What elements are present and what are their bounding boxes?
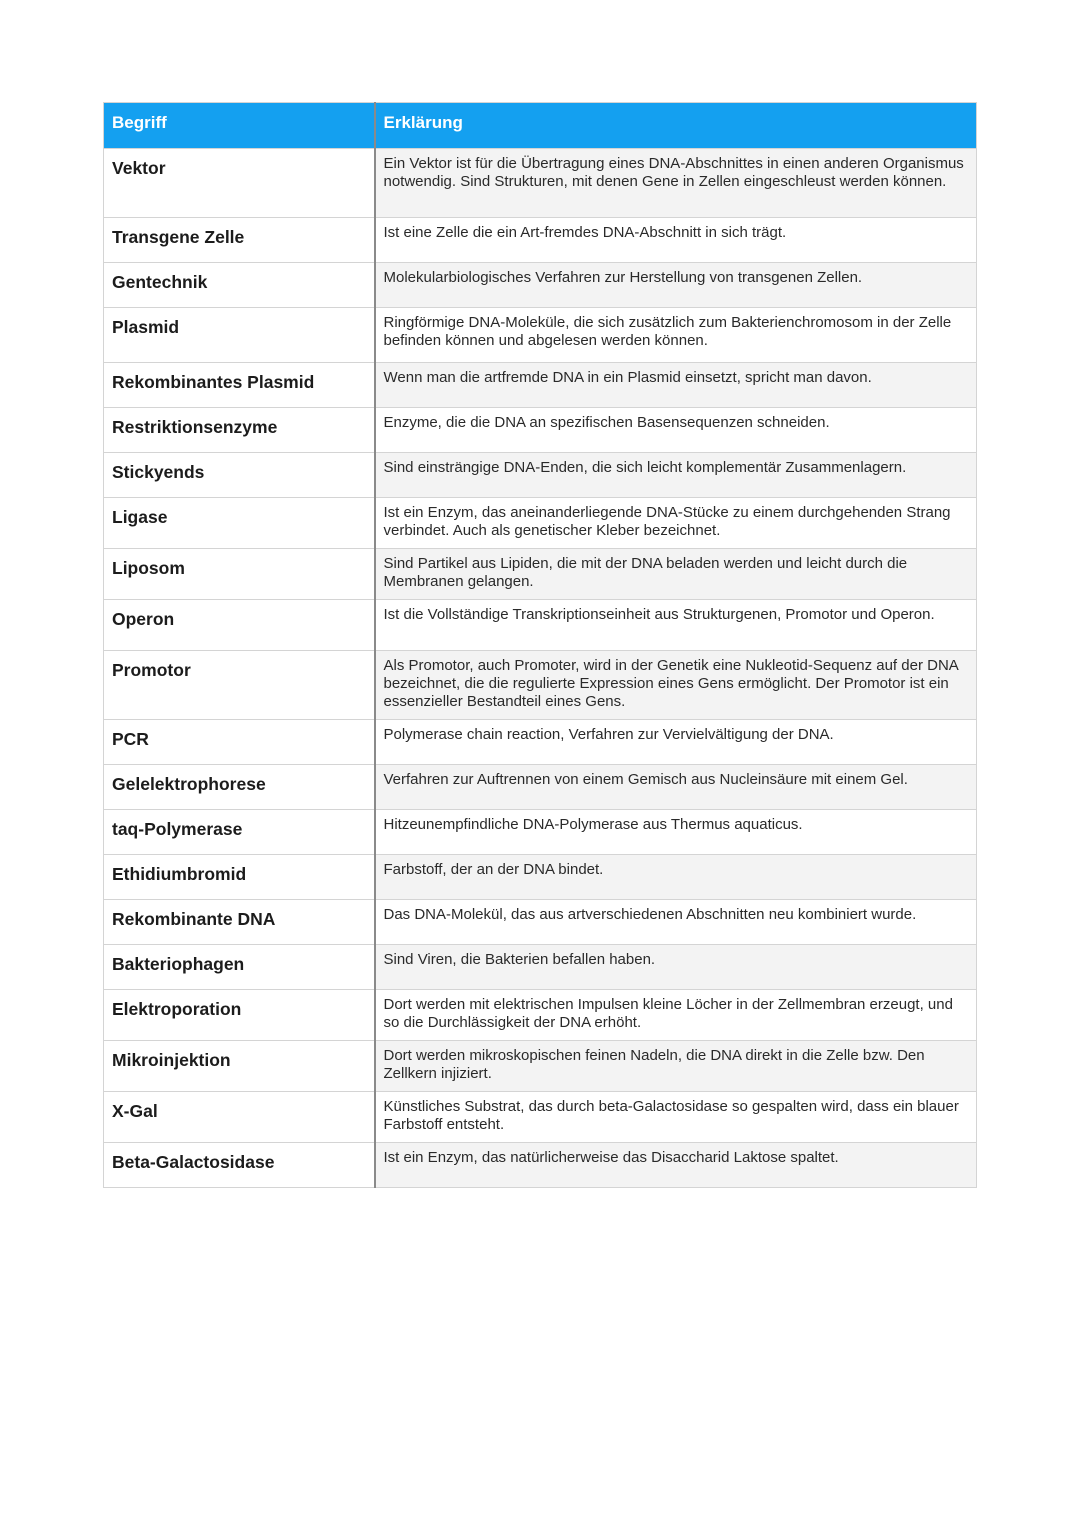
term-cell: Plasmid: [104, 308, 375, 363]
explanation-cell: Ringförmige DNA-Moleküle, die sich zusätzlich zum Bakterienchromosom in der Zelle befinden können und abgelesen werden können.: [375, 308, 977, 363]
table-row: [104, 900, 977, 945]
table-row: [104, 810, 977, 855]
term-cell: Restriktionsenzyme: [104, 408, 375, 453]
explanation-cell: Molekularbiologisches Verfahren zur Herstellung von transgenen Zellen.: [375, 263, 977, 308]
table-row: [104, 149, 977, 218]
term-cell: Vektor: [104, 149, 375, 218]
explanation-cell: Sind Viren, die Bakterien befallen haben.: [375, 945, 977, 990]
table-row: [104, 363, 977, 408]
term-cell: Beta-Galactosidase: [104, 1143, 375, 1188]
table-row: [104, 408, 977, 453]
table-row: [104, 263, 977, 308]
table-row: [104, 600, 977, 651]
term-cell: Ethidiumbromid: [104, 855, 375, 900]
glossary-table: [103, 102, 977, 1188]
table-row: [104, 453, 977, 498]
explanation-cell: Ist ein Enzym, das aneinanderliegende DNA-Stücke zu einem durchgehenden Strang verbindet. Auch als genetischer Kleber bezeichnet.: [375, 498, 977, 549]
term-cell: Elektroporation: [104, 990, 375, 1041]
term-cell: PCR: [104, 720, 375, 765]
explanation-cell: Sind einsträngige DNA-Enden, die sich leicht komplementär Zusammenlagern.: [375, 453, 977, 498]
header-term: Begriff: [104, 103, 375, 149]
explanation-cell: Sind Partikel aus Lipiden, die mit der DNA beladen werden und leicht durch die Membranen gelangen.: [375, 549, 977, 600]
term-cell: Stickyends: [104, 453, 375, 498]
explanation-cell: Hitzeunempfindliche DNA-Polymerase aus Thermus aquaticus.: [375, 810, 977, 855]
table-header-row: [104, 103, 977, 149]
explanation-cell: Als Promotor, auch Promoter, wird in der Genetik eine Nukleotid-Sequenz auf der DNA bezeichnet, die die regulierte Expression eines Gens ermöglicht. Der Promotor ist ein essenzieller Bestandteil eines Gens.: [375, 651, 977, 720]
explanation-cell: Dort werden mit elektrischen Impulsen kleine Löcher in der Zellmembran erzeugt, und so die Durchlässigkeit der DNA erhöht.: [375, 990, 977, 1041]
term-cell: X-Gal: [104, 1092, 375, 1143]
term-cell: Promotor: [104, 651, 375, 720]
explanation-cell: Dort werden mikroskopischen feinen Nadeln, die DNA direkt in die Zelle bzw. Den Zellkern injiziert.: [375, 1041, 977, 1092]
term-cell: Liposom: [104, 549, 375, 600]
term-cell: Mikroinjektion: [104, 1041, 375, 1092]
explanation-cell: Farbstoff, der an der DNA bindet.: [375, 855, 977, 900]
explanation-cell: Ist ein Enzym, das natürlicherweise das Disaccharid Laktose spaltet.: [375, 1143, 977, 1188]
header-explanation: Erklärung: [375, 103, 977, 149]
table-row: [104, 945, 977, 990]
table-row: [104, 1143, 977, 1188]
table-row: [104, 1041, 977, 1092]
explanation-cell: Ist die Vollständige Transkriptionseinheit aus Strukturgenen, Promotor und Operon.: [375, 600, 977, 651]
table-row: [104, 720, 977, 765]
table-row: [104, 855, 977, 900]
term-cell: Bakteriophagen: [104, 945, 375, 990]
table-row: [104, 990, 977, 1041]
table-row: [104, 308, 977, 363]
explanation-cell: Polymerase chain reaction, Verfahren zur Vervielvältigung der DNA.: [375, 720, 977, 765]
table-row: [104, 218, 977, 263]
explanation-cell: Verfahren zur Auftrennen von einem Gemisch aus Nucleinsäure mit einem Gel.: [375, 765, 977, 810]
table-row: [104, 498, 977, 549]
explanation-cell: Ist eine Zelle die ein Art-fremdes DNA-Abschnitt in sich trägt.: [375, 218, 977, 263]
term-cell: Gentechnik: [104, 263, 375, 308]
explanation-cell: Wenn man die artfremde DNA in ein Plasmid einsetzt, spricht man davon.: [375, 363, 977, 408]
term-cell: Gelelektrophorese: [104, 765, 375, 810]
explanation-cell: Ein Vektor ist für die Übertragung eines DNA-Abschnittes in einen anderen Organismus notwendig. Sind Strukturen, mit denen Gene in Zellen eingeschleust werden können.: [375, 149, 977, 218]
explanation-cell: Das DNA-Molekül, das aus artverschiedenen Abschnitten neu kombiniert wurde.: [375, 900, 977, 945]
term-cell: Rekombinante DNA: [104, 900, 375, 945]
term-cell: Operon: [104, 600, 375, 651]
table-row: [104, 549, 977, 600]
table-row: [104, 765, 977, 810]
term-cell: Transgene Zelle: [104, 218, 375, 263]
explanation-cell: Künstliches Substrat, das durch beta-Galactosidase so gespalten wird, dass ein blauer Farbstoff entsteht.: [375, 1092, 977, 1143]
term-cell: Rekombinantes Plasmid: [104, 363, 375, 408]
term-cell: taq-Polymerase: [104, 810, 375, 855]
table-row: [104, 1092, 977, 1143]
explanation-cell: Enzyme, die die DNA an spezifischen Basensequenzen schneiden.: [375, 408, 977, 453]
term-cell: Ligase: [104, 498, 375, 549]
table-row: [104, 651, 977, 720]
